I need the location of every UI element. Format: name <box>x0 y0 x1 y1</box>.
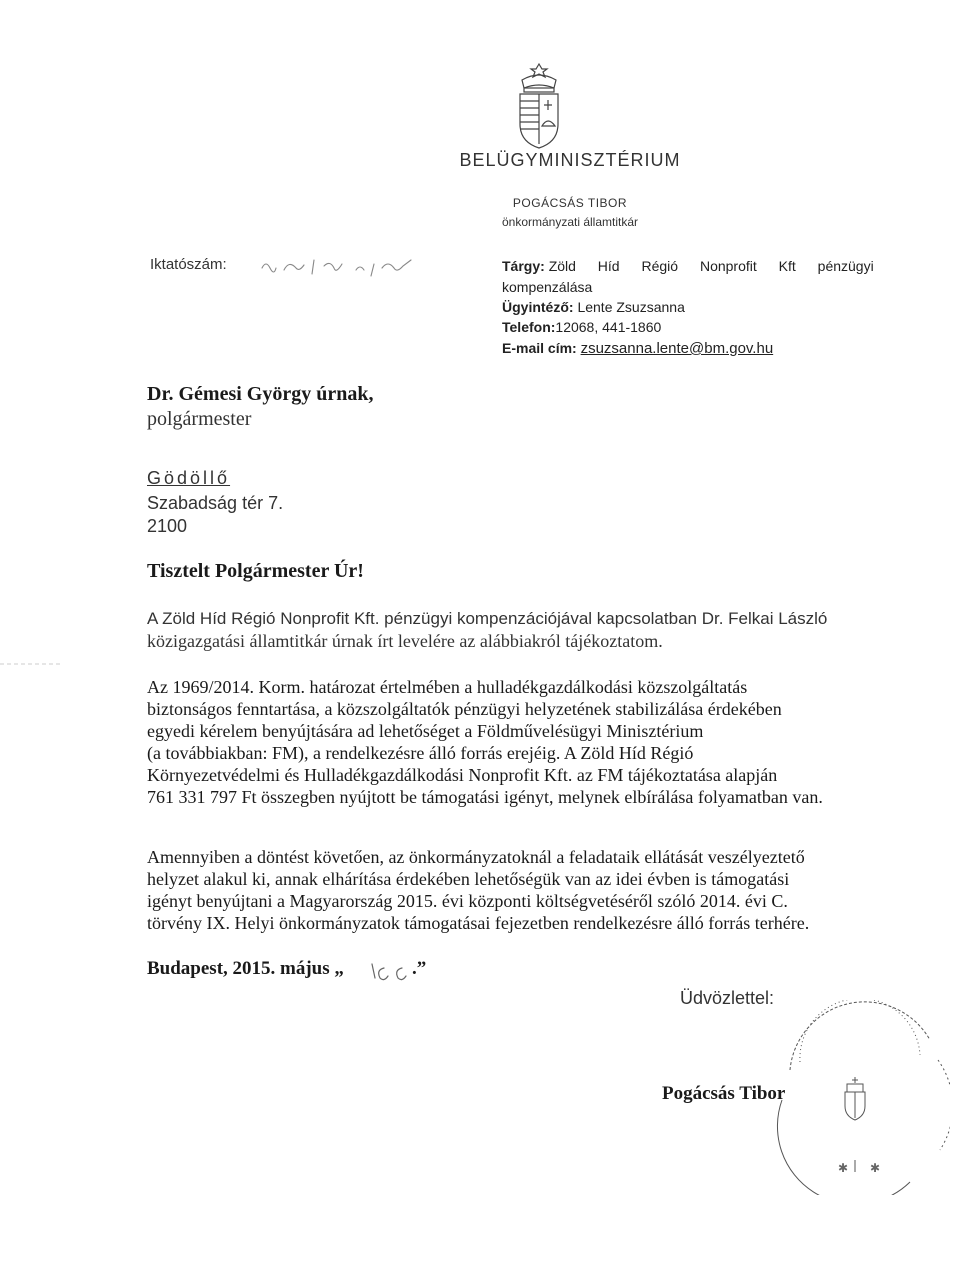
phone-label: Telefon: <box>502 319 556 335</box>
paragraph-line: törvény IX. Helyi önkormányzatok támogatásai fejezetben rendelkezésre álló forrás terhére. <box>147 913 810 933</box>
addressee-zip: 2100 <box>147 516 188 536</box>
official-title: önkormányzati államtitkár <box>501 215 639 229</box>
reference-number-label: Iktatószám: <box>150 256 227 273</box>
addressee-city: Gödöllő <box>147 468 231 488</box>
date-closing-quote: .” <box>412 958 427 979</box>
paragraph-decision <box>147 676 934 808</box>
signer-name: Pogácsás Tibor <box>662 1083 786 1104</box>
email-line <box>502 340 773 357</box>
phone-value: 12068, 441-1860 <box>555 319 662 335</box>
margin-mark <box>0 663 60 665</box>
salutation: Tisztelt Polgármester Úr! <box>147 560 364 582</box>
email-label: E-mail cím: <box>502 340 577 356</box>
official-seal-stamp <box>760 1000 950 1195</box>
paragraph-line: helyzet alakul ki, annak elhárítása érdekében lehetőségük van az idei évben is támogatási <box>147 869 790 889</box>
official-name: POGÁCSÁS TIBOR <box>512 196 628 210</box>
paragraph-line: igényt benyújtani a Magyarország 2015. évi központi költségvetéséről szóló 2014. évi C. <box>147 891 788 911</box>
paragraph-line: Az 1969/2014. Korm. határozat értelmében a hulladékgazdálkodási közszolgáltatás <box>147 677 748 697</box>
addressee-street: Szabadság tér 7. <box>147 493 284 513</box>
handwritten-day <box>368 960 412 984</box>
subject-value-continued: kompenzálása <box>502 279 593 295</box>
phone-line <box>502 319 661 335</box>
paragraph-support <box>147 846 934 934</box>
case-officer-label: Ügyintéző: <box>502 299 574 315</box>
handwritten-reference-number <box>258 250 428 280</box>
closing-greeting: Üdvözlettel: <box>680 988 775 1008</box>
subject-line <box>502 258 932 274</box>
paragraph-line: egyedi kérelem benyújtására ad lehetőséget a Földművelésügyi Minisztérium <box>147 721 704 741</box>
subject-label: Tárgy: <box>502 258 545 274</box>
paragraph-line: Környezetvédelmi és Hulladékgazdálkodási Nonprofit Kft. az FM tájékoztatása alapján <box>147 765 778 785</box>
addressee-name: Dr. Gémesi György úrnak, <box>147 383 374 405</box>
coat-of-arms-icon <box>510 60 568 152</box>
addressee-title: polgármester <box>147 408 252 430</box>
paragraph-line: közigazgatási államtitkár úrnak írt levelére az alábbiakról tájékoztatom. <box>147 631 663 651</box>
subject-value: Zöld Híd Régió Nonprofit Kft pénzügyi <box>548 258 874 274</box>
paragraph-line: Amennyiben a döntést követően, az önkormányzatoknál a feladataik ellátását veszélyeztető <box>147 847 805 867</box>
paragraph-intro <box>147 608 934 652</box>
paragraph-line: 761 331 797 Ft összegben nyújtott be támogatási igényt, melynek elbírálása folyamatban van. <box>147 787 823 807</box>
email-link[interactable]: zsuzsanna.lente@bm.gov.hu <box>580 340 774 357</box>
case-officer-value: Lente Zsuzsanna <box>577 299 685 315</box>
paragraph-line: A Zöld Híd Régió Nonprofit Kft. pénzügyi kompenzációjával kapcsolatban Dr. Felkai László <box>147 609 828 628</box>
ministry-name: BELÜGYMINISZTÉRIUM <box>459 150 681 170</box>
paragraph-line: biztonságos fenntartása, a közszolgáltatók pénzügyi helyzetének stabilizálása érdekében <box>147 699 782 719</box>
svg-text:✱: ✱ <box>838 1161 849 1175</box>
case-officer-line <box>502 299 685 315</box>
place-and-date: Budapest, 2015. május „ <box>147 958 344 979</box>
svg-text:✱: ✱ <box>870 1161 881 1175</box>
paragraph-line: (a továbbiakban: FM), a rendelkezésre álló forrás erejéig. A Zöld Híd Régió <box>147 743 694 763</box>
